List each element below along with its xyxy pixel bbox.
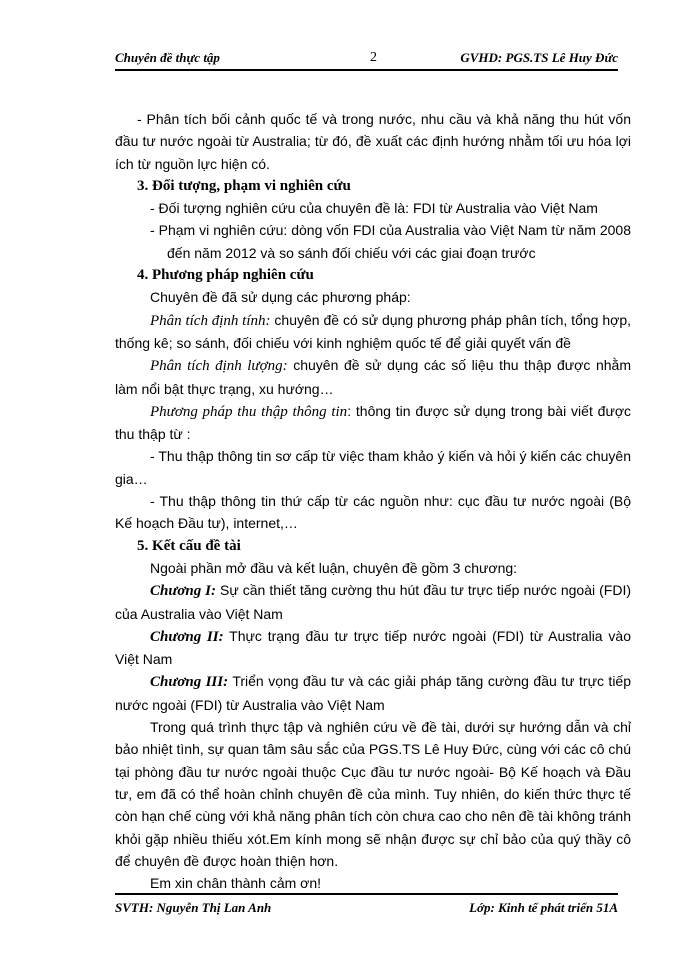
header-rule (115, 69, 618, 71)
chapter-3 (115, 670, 631, 716)
section-heading-3: 3. Đối tượng, phạm vi nghiên cứu (137, 177, 351, 194)
scope-range: - Phạm vi nghiên cứu: dòng vốn FDI của Australia vào Việt Nam từ năm 2008 đến năm 2012 và so sánh đối chiếu với các giai đoạn trước (150, 222, 631, 261)
chapter-3-label: Chương III: (150, 674, 229, 691)
method-collection-label: Phương pháp thu thập thông tin (150, 403, 348, 420)
collection-primary: - Thu thập thông tin sơ cấp từ việc tham khảo ý kiến và hỏi ý kiến các chuyên gia… (115, 448, 631, 487)
chapter-2 (115, 625, 631, 671)
page-footer (115, 900, 618, 918)
method-qualitative (115, 309, 631, 355)
collection-secondary: - Thu thập thông tin thứ cấp từ các nguồn như: cục đầu tư nước ngoài (Bộ Kế hoạch Đầu tư), internet,… (115, 493, 631, 532)
page-header (115, 50, 618, 68)
chapter-2-label: Chương II: (150, 628, 224, 645)
footer-rule (115, 893, 618, 895)
chapter-1 (115, 579, 631, 625)
section-heading-5: 5. Kết cấu đề tài (137, 537, 241, 554)
chapter-3-text: Triển vọng đầu tư và các giải pháp tăng cường đầu tư trực tiếp nước ngoài (FDI) từ Australia vào Việt Nam (115, 673, 632, 713)
paragraph-context: - Phân tích bối cảnh quốc tế và trong nước, nhu cầu và khả năng thu hút vốn đầu tư nước ngoài từ Australia; từ đó, đề xuất các định hướng nhằm tối ưu hóa lợi ích từ nguồn lực hiện có. (115, 111, 631, 172)
page-number: 2 (370, 50, 377, 65)
method-quantitative-text: chuyên đề sử dụng các số liệu thu thập được nhằm làm nổi bật thực trạng, xu hướng… (115, 357, 631, 397)
closing-line: Em xin chân thành cảm ơn! (150, 875, 322, 892)
method-quantitative-label: Phân tích định lượng: (150, 358, 288, 375)
scope-object: - Đối tượng nghiên cứu của chuyên đề là: FDI từ Australia vào Việt Nam (150, 200, 598, 217)
header-advisor: GVHD: PGS.TS Lê Huy Đức (460, 50, 618, 65)
chapter-1-label: Chương I: (150, 583, 216, 600)
footer-student: SVTH: Nguyễn Thị Lan Anh (115, 900, 272, 915)
header-title: Chuyên đề thực tập (115, 50, 220, 65)
acknowledgement-paragraph: Trong quá trình thực tập và nghiên cứu về đề tài, dưới sự hướng dẫn và chỉ bảo nhiệt tình, sự quan tâm sâu sắc của PGS.TS Lê Huy Đức, cùng với các cô chú tại phòng đầu tư nước ngoài thuộc Cục đầu tư nước ngoài- Bộ Kế hoạch và Đầu tư, em đã có thể hoàn chỉnh chuyên đề của mình. Tuy nhiên, do kiến thức thực tế còn hạn chế cùng với khả năng phân tích còn chưa cao cho nên đề tài không tránh khỏi gặp nhiều thiếu xót.Em kính mong sẽ nhận được sự chỉ bảo của quý thầy cô để chuyên đề được hoàn thiện hơn. (115, 719, 631, 869)
structure-intro: Ngoài phần mở đầu và kết luận, chuyên đề gồm 3 chương: (150, 559, 518, 576)
chapter-2-text: Thực trạng đầu tư trực tiếp nước ngoài (FDI) từ Australia vào Việt Nam (115, 627, 631, 668)
method-collection (115, 400, 631, 446)
page-body (115, 108, 631, 894)
method-collection-text: : thông tin được sử dụng trong bài viết được thu thập từ : (115, 402, 632, 443)
chapter-1-text: Sự cần thiết tăng cường thu hút đầu tư trực tiếp nước ngoài (FDI) của Australia vào Việt Nam (115, 582, 631, 622)
section-heading-4: 4. Phương pháp nghiên cứu (137, 267, 314, 284)
methods-intro: Chuyên đề đã sử dụng các phương pháp: (150, 289, 411, 306)
method-qualitative-label: Phân tích định tính: (150, 312, 271, 329)
footer-class: Lớp: Kinh tế phát triển 51A (469, 900, 618, 915)
method-quantitative (115, 354, 631, 400)
method-qualitative-text: chuyên đề có sử dụng phương pháp phân tích, tổng hợp, thống kê; so sánh, đối chiếu với kinh nghiệm quốc tế để giải quyết vấn đề (115, 311, 631, 351)
